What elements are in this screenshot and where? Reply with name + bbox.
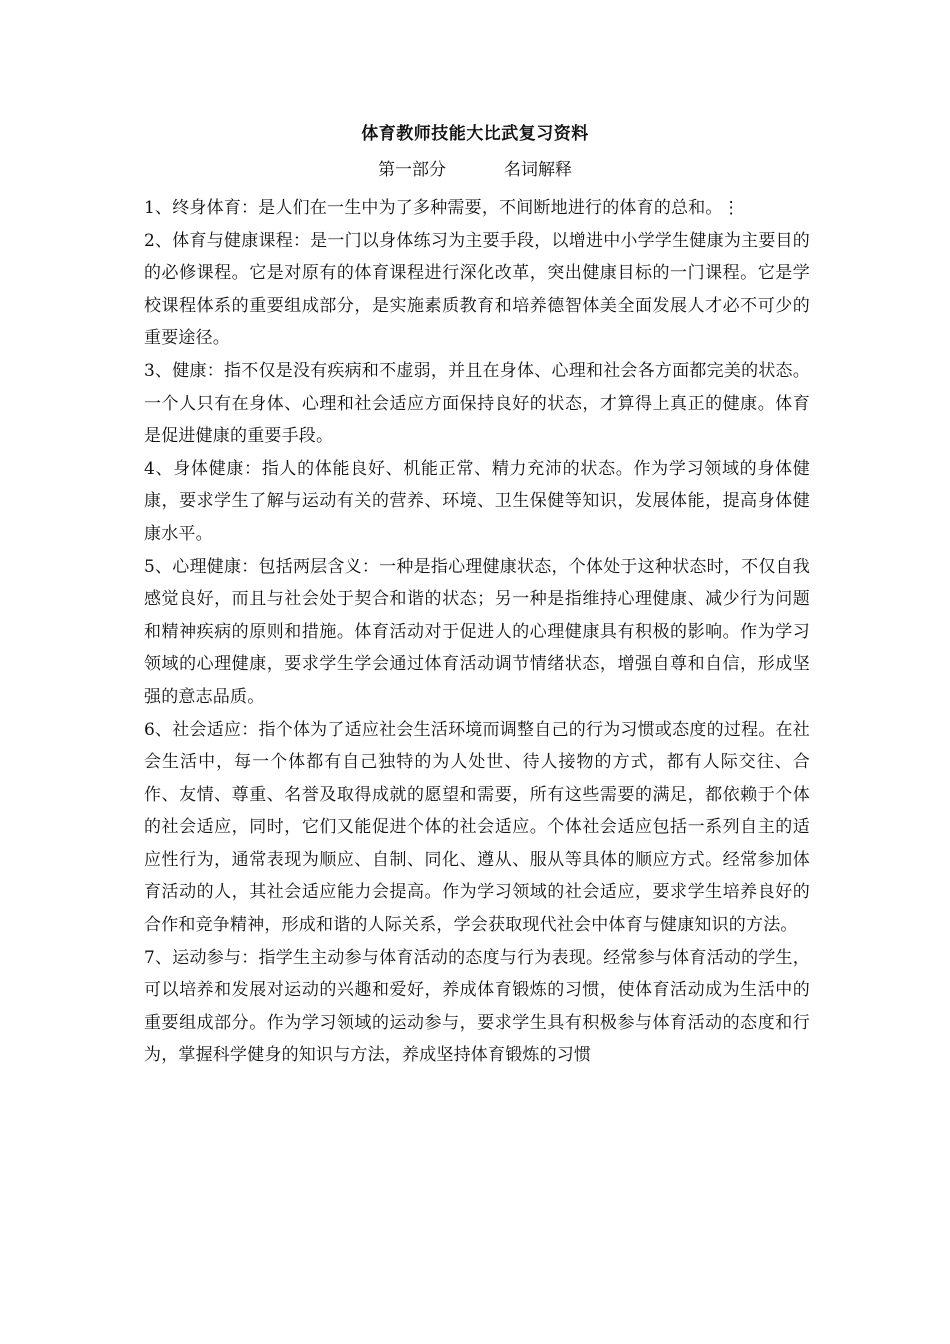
term-paragraph-5: 5、心理健康：包括两层含义：一种是指心理健康状态，个体处于这种状态时，不仅自我感觉良好，而且与社会处于契合和谐的状态；另一种是指维持心理健康、减少行为问题和精神疾病的原则和措施。体育活动对于促进人的心理健康具有积极的影响。作为学习领域的心理健康，要求学生学会通过体育活动调节情绪状态，增强自尊和自信，形成坚强的意志品质。: [144, 556, 810, 707]
term-paragraph-1: 1、终身体育：是人们在一生中为了多种需要，不间断地进行的体育的总和。⋮: [144, 198, 740, 218]
term-paragraph-2: 2、体育与健康课程：是一门以身体练习为主要手段，以增进中小学学生健康为主要目的的必修课程。它是对原有的体育课程进行深化改革，突出健康目标的一门课程。它是学校课程体系的重要组成部分，是实施素质教育和培养德智体美全面发展人才必不可少的重要途径。: [144, 230, 810, 349]
term-paragraph-3: 3、健康：指不仅是没有疾病和不虚弱，并且在身体、心理和社会各方面都完美的状态。一个人只有在身体、心理和社会适应方面保持良好的状态，才算得上真正的健康。体育是促进健康的重要手段。: [144, 360, 810, 447]
term-paragraph-7: 7、运动参与：指学生主动参与体育活动的态度与行为表现。经常参与体育活动的学生，可以培养和发展对运动的兴趣和爱好，养成体育锻炼的习惯，使体育活动成为生活中的重要组成部分。作为学习领域的运动参与，要求学生具有积极参与体育活动的态度和行为，掌握科学健身的知识与方法，养成坚持体育锻炼的习惯: [144, 947, 810, 1066]
document-body: [144, 192, 810, 1072]
section-name-label: 名词解释: [504, 160, 572, 180]
section-part-label: 第一部分: [378, 160, 446, 180]
document-title: 体育教师技能大比武复习资料: [361, 124, 589, 144]
term-paragraph-6: 6、社会适应：指个体为了适应社会生活环境而调整自己的行为习惯或态度的过程。在社会生活中，每一个体都有自己独特的为人处世、待人接物的方式，都有人际交往、合作、友情、尊重、名誉及取得成就的愿望和需要，所有这些需要的满足，都依赖于个体的社会适应，同时，它们又能促进个体的社会适应。个体社会适应包括一系列自主的适应性行为，通常表现为顺应、自制、同化、遵从、服从等具体的顺应方式。经常参加体育活动的人，其社会适应能力会提高。作为学习领域的社会适应，要求学生培养良好的合作和竞争精神，形成和谐的人际关系，学会获取现代社会中体育与健康知识的方法。: [144, 719, 810, 936]
section-heading: [0, 156, 950, 184]
term-paragraph-4: 4、身体健康：指人的体能良好、机能正常、精力充沛的状态。作为学习领域的身体健康，要求学生了解与运动有关的营养、环境、卫生保健等知识，发展体能，提高身体健康水平。: [144, 458, 810, 544]
